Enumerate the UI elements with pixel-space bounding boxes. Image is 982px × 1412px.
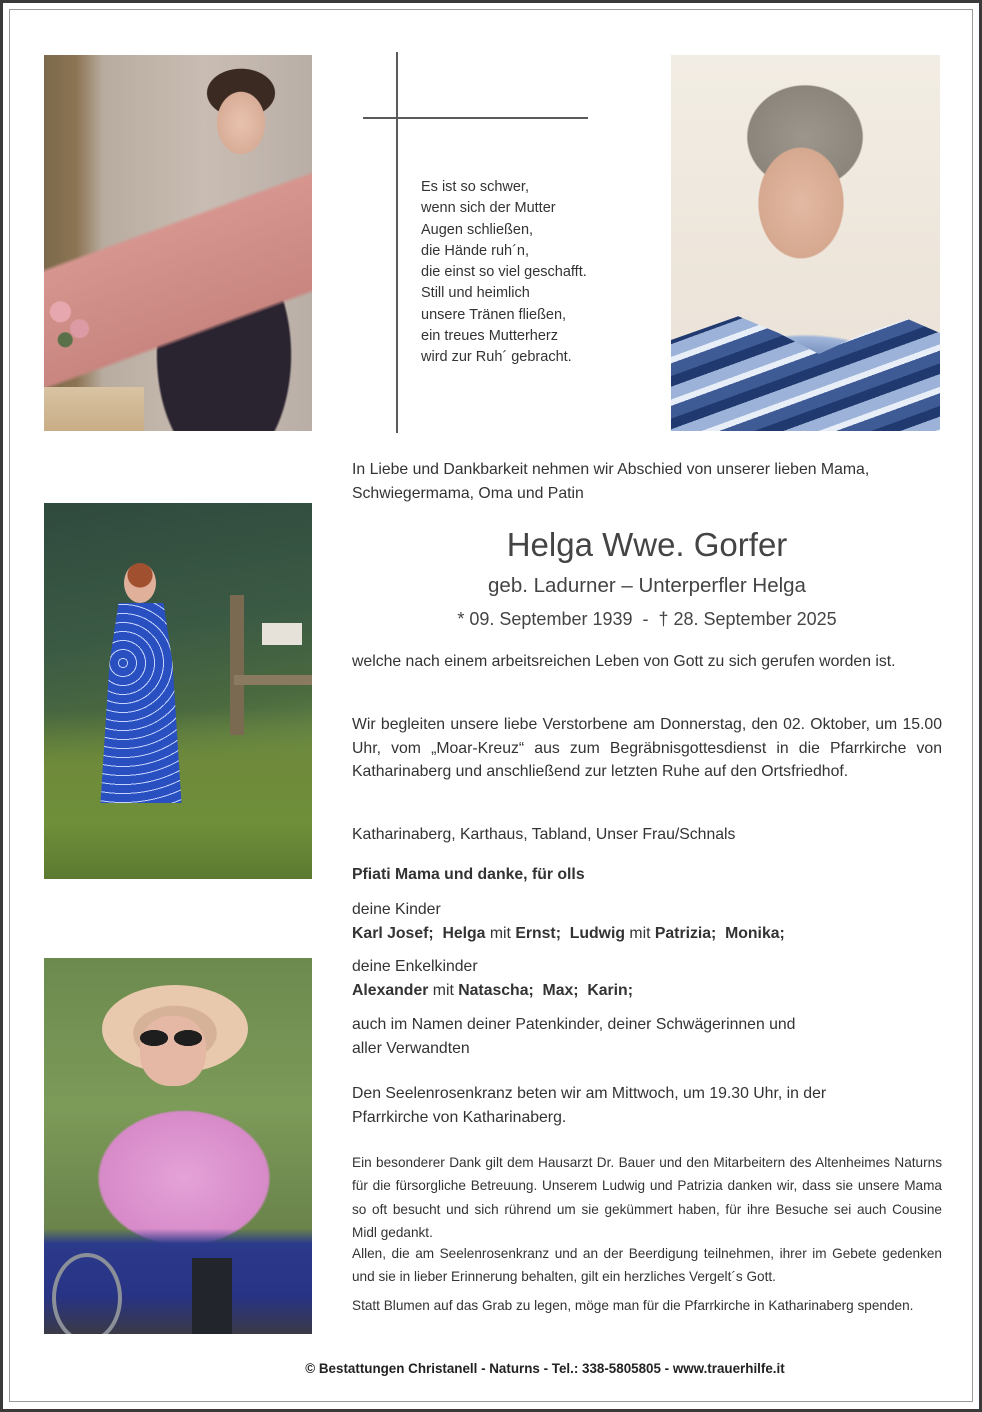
life-dates: * 09. September 1939 - † 28. September 2025 bbox=[457, 609, 837, 629]
grandchildren-list bbox=[352, 979, 942, 1003]
photo-table bbox=[44, 387, 144, 431]
photo-elderly-portrait bbox=[671, 55, 940, 431]
donation-text: Statt Blumen auf das Grab zu legen, möge man für die Pfarrkirche in Katharinaberg spenden. bbox=[352, 1298, 914, 1313]
places-text: Katharinaberg, Karthaus, Tabland, Unser Frau/Schnals bbox=[352, 826, 736, 843]
connector: mit bbox=[432, 981, 454, 999]
photo-sunglasses bbox=[138, 1030, 204, 1046]
poem-line: wenn sich der Mutter bbox=[421, 200, 556, 217]
poem bbox=[421, 177, 587, 369]
partner-name: Natascha; bbox=[458, 981, 534, 999]
funeral-text: Wir begleiten unsere liebe Verstorbene am Donnerstag, den 02. Oktober, um 15.00 Uhr, vom „Moar-Kreuz“ aus zum Begräbnisgottesdienst in die Pfarrkirche von Katharinaberg und anschließend zur letzten Ruhe auf den Ortsfriedhof. bbox=[352, 716, 942, 780]
relatives-text: auch im Namen deiner Patenkinder, deiner Schwägerinnen und aller Verwandten bbox=[352, 1016, 796, 1057]
photo-dress bbox=[96, 603, 186, 803]
children-label: deine Kinder bbox=[352, 901, 441, 918]
thanks-text-attendees: Allen, die am Seelenrosenkranz und an der Beerdigung teilnehmen, ihrer im Gebete gedenken und sie in lieber Erinnerung behalten, gilt ein herzliches Vergelt´s Gott. bbox=[352, 1246, 942, 1285]
cross-icon-horizontal bbox=[363, 117, 588, 119]
photo-young-portrait bbox=[44, 55, 312, 431]
poem-line: die einst so viel geschafft. bbox=[421, 264, 587, 281]
thanks-text-doctor: Ein besonderer Dank gilt dem Hausarzt Dr. Bauer und den Mitarbeitern des Altenheimes Naturns für die fürsorgliche Betreuung. Unserem Ludwig und Patrizia danken wir, dass sie unsere Mama so oft besucht und sich rührend um sie gekümmert haben, für ihre Besuche sei auch Cousine Midl gedankt. bbox=[352, 1155, 942, 1240]
children-section bbox=[352, 898, 942, 945]
grandchildren-label: deine Enkelkinder bbox=[352, 958, 478, 975]
poem-line: Still und heimlich bbox=[421, 285, 530, 302]
birth-name: geb. Ladurner – Unterperfler Helga bbox=[488, 574, 806, 597]
child-name: Monika; bbox=[725, 924, 785, 942]
poem-line: Es ist so schwer, bbox=[421, 179, 529, 195]
rosary-text: Den Seelenrosenkranz beten wir am Mittwoch, um 19.30 Uhr, in der Pfarrkirche von Katharinaberg. bbox=[352, 1085, 827, 1126]
child-name: Helga bbox=[442, 924, 486, 942]
partner-name: Patrizia; bbox=[654, 924, 717, 942]
poem-line: Augen schließen, bbox=[421, 221, 534, 238]
child-name: Karl Josef; bbox=[352, 924, 434, 942]
deceased-name: Helga Wwe. Gorfer bbox=[506, 526, 788, 563]
photo-mountain-meadow bbox=[44, 503, 312, 879]
photo-wheelchair-outdoor bbox=[44, 958, 312, 1334]
photo-blouse bbox=[671, 291, 940, 431]
children-list bbox=[352, 922, 942, 946]
photo-head bbox=[124, 563, 156, 603]
photo-wheel bbox=[52, 1253, 122, 1334]
grandchild-name: Alexander bbox=[352, 981, 429, 999]
photo-church bbox=[262, 623, 302, 645]
grandchild-name: Max; bbox=[542, 981, 579, 999]
poem-line: die Hände ruh´n, bbox=[421, 242, 530, 259]
farewell-text: Pfiati Mama und danke, für olls bbox=[352, 866, 585, 883]
grandchildren-section bbox=[352, 955, 942, 1002]
connector: mit bbox=[629, 924, 651, 942]
poem-line: unsere Tränen fließen, bbox=[421, 306, 567, 323]
footer-credit: © Bestattungen Christanell - Naturns - Tel.: 338-5805805 - www.trauerhilfe.it bbox=[305, 1361, 785, 1376]
photo-armrest bbox=[192, 1258, 232, 1334]
partner-name: Ernst; bbox=[515, 924, 561, 942]
photo-fence-rail bbox=[234, 675, 312, 685]
photo-flowers bbox=[46, 295, 94, 351]
child-name: Ludwig bbox=[569, 924, 626, 942]
grandchild-name: Karin; bbox=[587, 981, 633, 999]
connector: mit bbox=[489, 924, 511, 942]
poem-line: wird zur Ruh´ gebracht. bbox=[421, 349, 572, 366]
poem-line: ein treues Mutterherz bbox=[421, 328, 559, 345]
photo-fence-post bbox=[230, 595, 244, 735]
photo-face bbox=[140, 1016, 206, 1086]
cross-icon-vertical bbox=[396, 52, 398, 433]
intro-text: In Liebe und Dankbarkeit nehmen wir Abschied von unserer lieben Mama, Schwiegermama, Oma und Patin bbox=[352, 461, 870, 502]
called-text: welche nach einem arbeitsreichen Leben von Gott zu sich gerufen worden ist. bbox=[352, 653, 896, 670]
